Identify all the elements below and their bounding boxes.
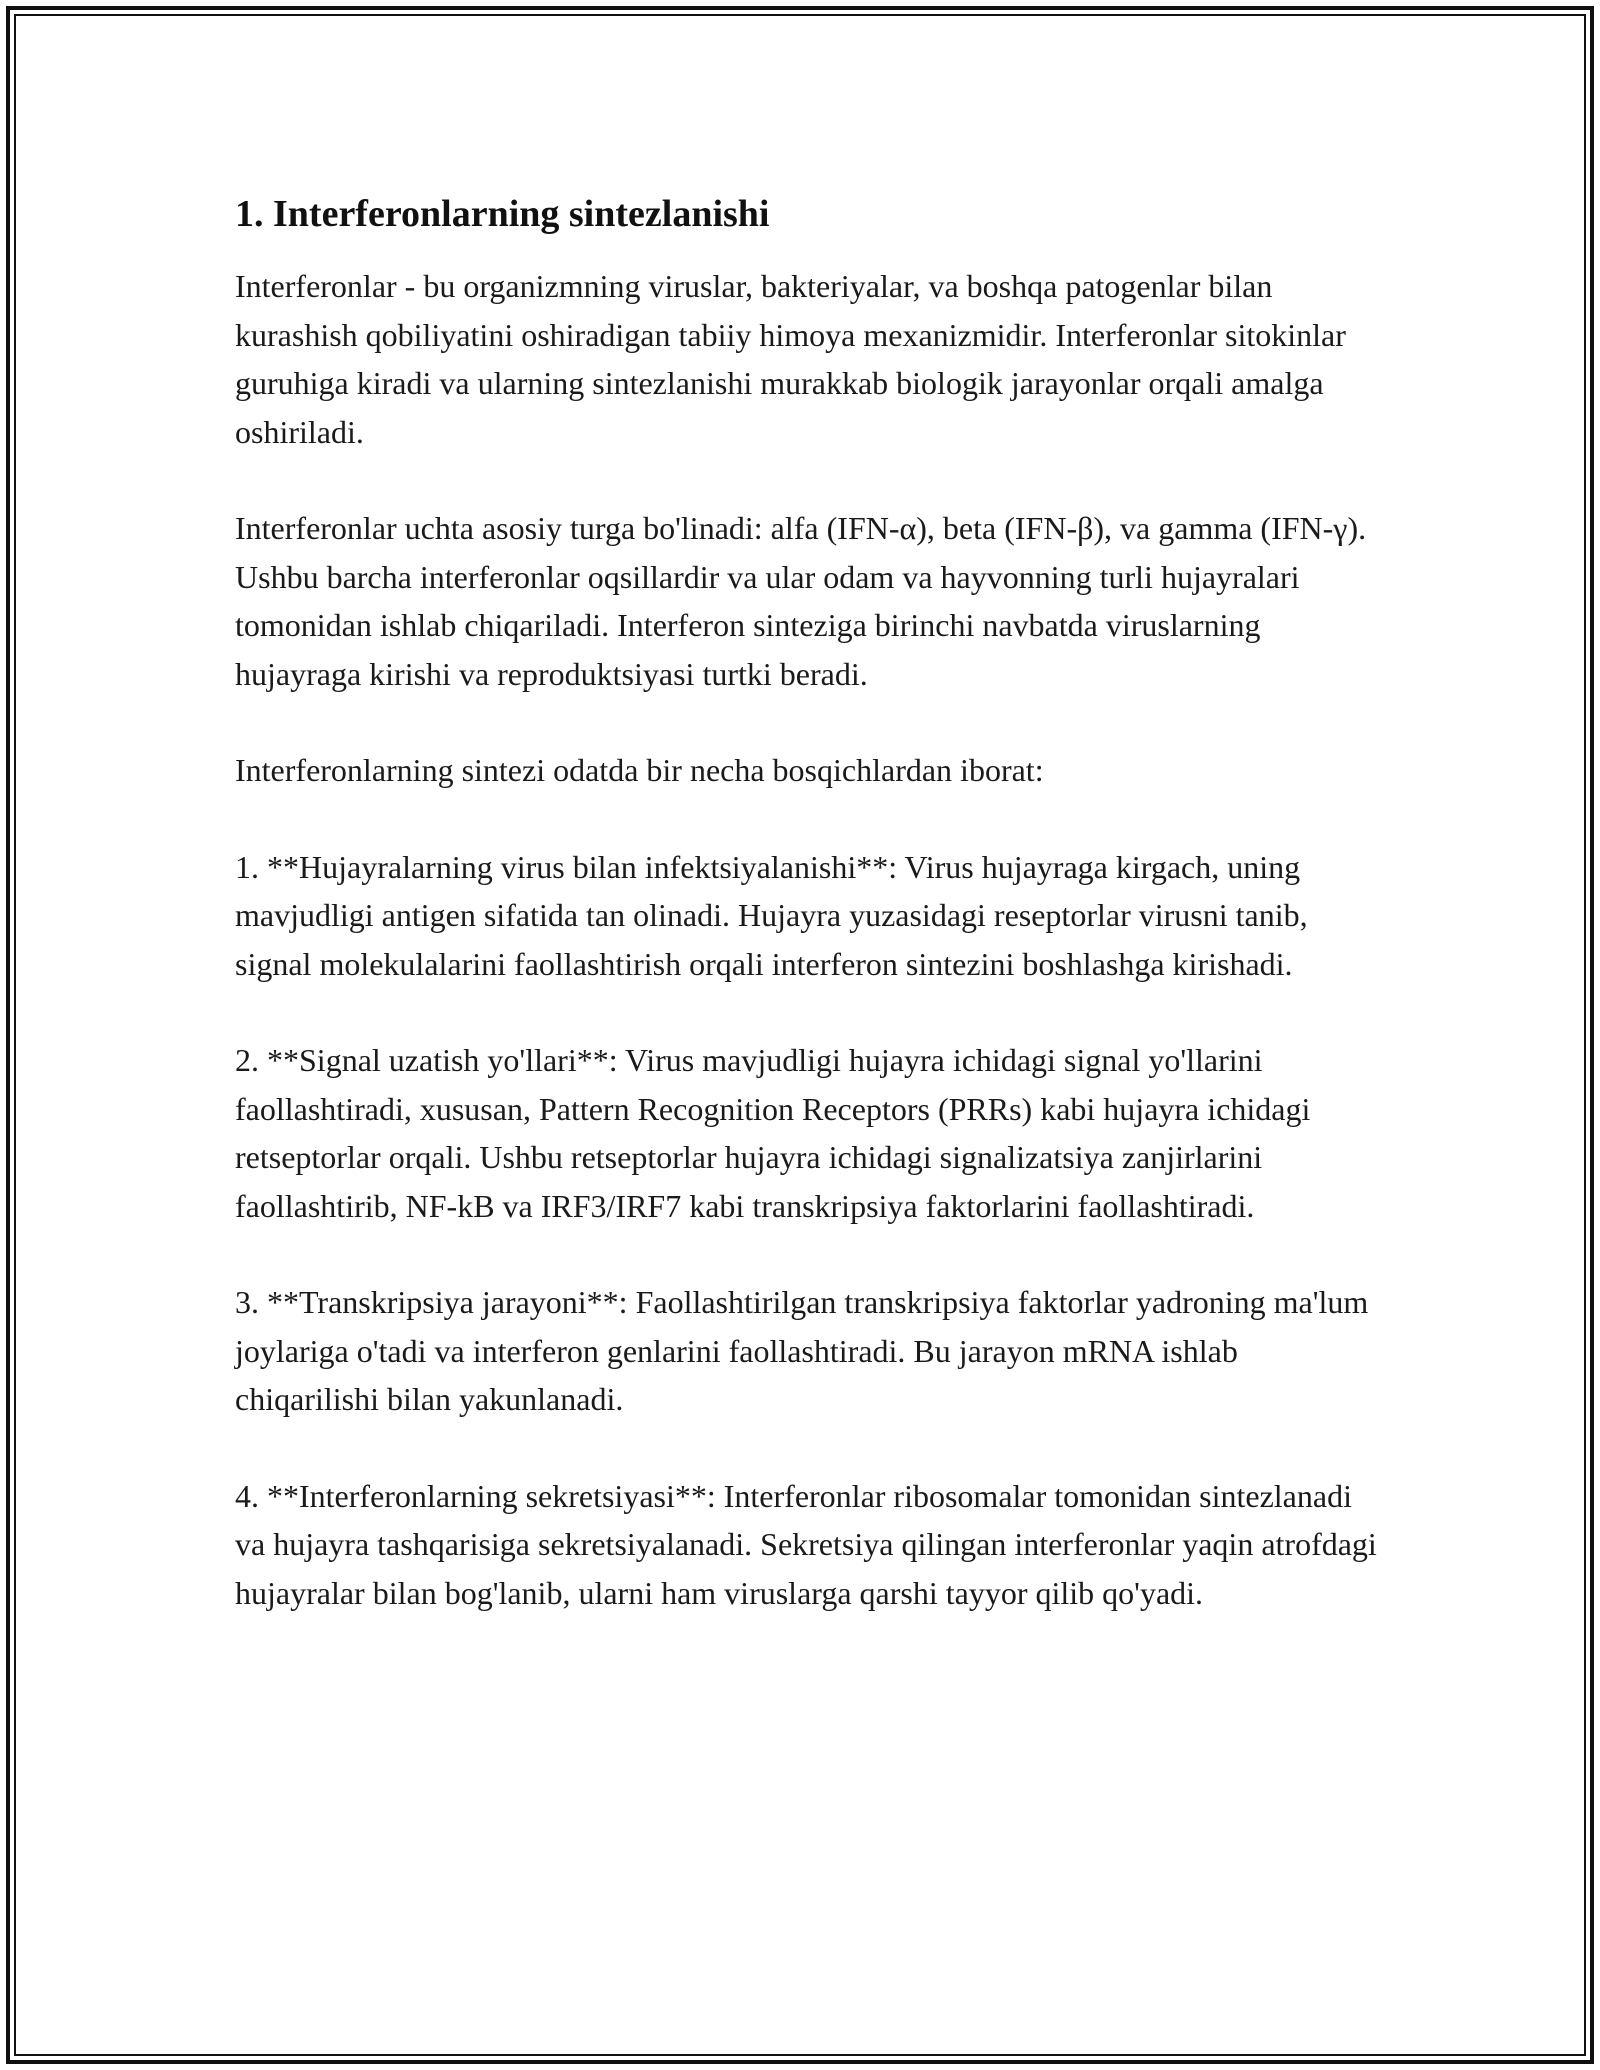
- section-heading: 1. Interferonlarning sintezlanishi: [235, 193, 770, 235]
- paragraph-stages-intro: Interferonlarning sintezi odatda bir necha bosqichlardan iborat:: [235, 752, 1044, 788]
- paragraph-stage-1: 1. **Hujayralarning virus bilan infektsiyalanishi**: Virus hujayraga kirgach, uning mavjudligi antigen sifatida tan olinadi. Hujayra yuzasidagi reseptorlar virusni tanib, signal molekulalarini faollashtirish orqali interferon sintezini boshlashga kirishadi.: [235, 848, 1308, 982]
- paragraph-stage-4: 4. **Interferonlarning sekretsiyasi**: Interferonlar ribosomalar tomonidan sintezlanadi va hujayra tashqarisiga sekretsiyalanadi. Sekretsiya qilingan interferonlar yaqin atrofdagi hujayralar bilan bog'lanib, ularni ham viruslarga qarshi tayyor qilib qo'yadi.: [235, 1477, 1377, 1611]
- paragraph-intro: Interferonlar - bu organizmning viruslar, bakteriyalar, va boshqa patogenlar bilan kurashish qobiliyatini oshiradigan tabiiy himoya mexanizmidir. Interferonlar sitokinlar guruhiga kiradi va ularning sintezlanishi murakkab biologik jarayonlar orqali amalga oshiriladi.: [235, 268, 1346, 450]
- document-body: [235, 188, 1385, 1665]
- paragraph-stage-3: 3. **Transkripsiya jarayoni**: Faollashtirilgan transkripsiya faktorlar yadroning ma'lum joylariga o'tadi va interferon genlarini faollashtiradi. Bu jarayon mRNA ishlab chiqarilishi bilan yakunlanadi.: [235, 1284, 1369, 1417]
- paragraph-stage-2: 2. **Signal uzatish yo'llari**: Virus mavjudligi hujayra ichidagi signal yo'llarini faollashtiradi, xususan, Pattern Recognition Receptors (PRRs) kabi hujayra ichidagi retseptorlar orqali. Ushbu retseptorlar hujayra ichidagi signalizatsiya zanjirlarini faollashtirib, NF-kB va IRF3/IRF7 kabi transkripsiya faktorlarini faollashtiradi.: [235, 1042, 1311, 1224]
- paragraph-types: Interferonlar uchta asosiy turga bo'linadi: alfa (IFN-α), beta (IFN-β), va gamma (IFN-γ). Ushbu barcha interferonlar oqsillardir va ular odam va hayvonning turli hujayralari tomonidan ishlab chiqariladi. Interferon sinteziga birinchi navbatda viruslarning hujayraga kirishi va reproduktsiyasi turtki beradi.: [235, 510, 1367, 692]
